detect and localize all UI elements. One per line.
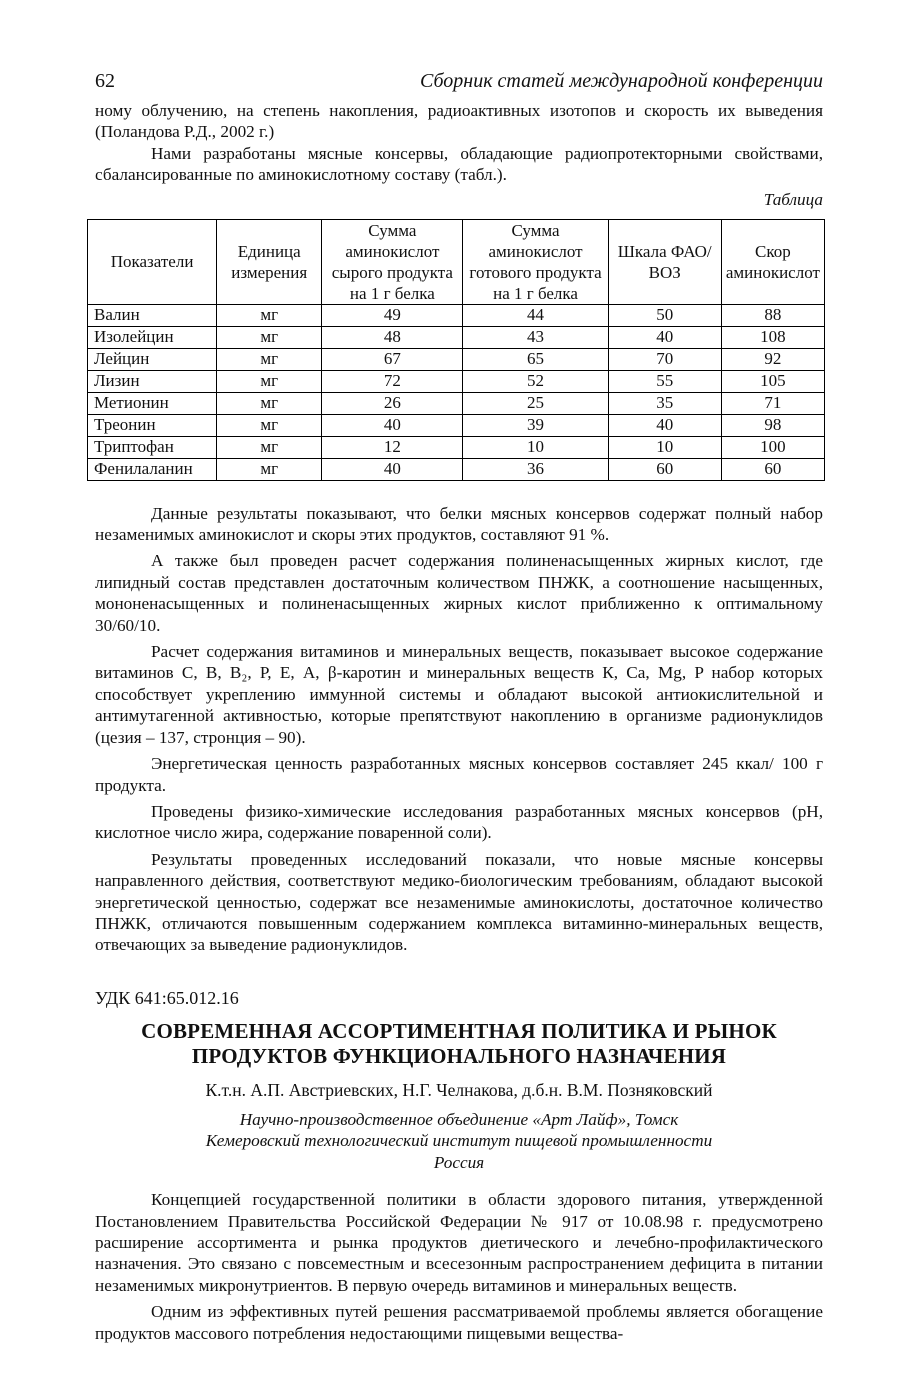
cell-score: 105 [721,370,824,392]
running-header [95,70,823,100]
cell-score: 108 [721,326,824,348]
cell-ready-sum: 52 [463,370,608,392]
cell-ready-sum: 25 [463,392,608,414]
header-unit: Единица измерения [217,219,322,304]
cell-indicator: Метионин [88,392,217,414]
table-row [88,458,825,480]
cell-fao-scale: 10 [608,436,721,458]
cell-indicator: Лизин [88,370,217,392]
table-label: Таблица [763,189,823,209]
cell-indicator: Фенилаланин [88,458,217,480]
intro-paragraph-2: Нами разработаны мясные консервы, обладающие радиопротекторными свойствами, сбалансированные по аминокислотному составу (табл.). [95,143,823,185]
cell-unit: мг [217,414,322,436]
paragraph-fatty-acids: А также был проведен расчет содержания полиненасыщенных жирных кислот, где липидный состав представлен достаточным количеством ПНЖК, а соотношение насыщенных, мононенасыщенных и полиненасыщенных жирных кислот приближенно к оптимальному 30/60/10. [95,551,823,635]
cell-raw-sum: 40 [322,414,463,436]
article-title [95,1019,823,1069]
cell-fao-scale: 60 [608,458,721,480]
paragraph-conclusion: Результаты проведенных исследований показали, что новые мясные консервы направленного действия, соответствуют медико-биологическим требованиям, обладают высокой энергетической ценностью, содержат все незаменимые аминокислоты, достаточное количество ПНЖК, отличаются повышенным содержанием комплекса витаминно-минеральных веществ, отвечающих за выведение радионуклидов. [95,849,823,955]
header-indicator: Показатели [88,219,217,304]
cell-raw-sum: 49 [322,304,463,326]
header-raw-sum: Сумма аминокислот сырого продукта на 1 г белка [322,219,463,304]
table-body [88,304,825,480]
cell-fao-scale: 40 [608,326,721,348]
cell-indicator: Валин [88,304,217,326]
affiliation-line-1: Научно-производственное объединение «Арт Лайф», Томск [239,1109,679,1129]
cell-fao-scale: 35 [608,392,721,414]
table-row [88,414,825,436]
table-header-row [88,219,825,304]
table-row [88,348,825,370]
collection-title: Сборник статей международной конференции [420,70,823,92]
cell-fao-scale: 70 [608,348,721,370]
cell-raw-sum: 67 [322,348,463,370]
cell-indicator: Треонин [88,414,217,436]
cell-raw-sum: 48 [322,326,463,348]
table-row [88,392,825,414]
cell-indicator: Триптофан [88,436,217,458]
table-row [88,326,825,348]
affiliation-line-2: Кемеровский технологический институт пищевой промышленности [205,1131,713,1151]
cell-score: 100 [721,436,824,458]
header-score: Скор аминокислот [721,219,824,304]
cell-score: 98 [721,414,824,436]
cell-unit: мг [217,458,322,480]
cell-unit: мг [217,348,322,370]
cell-raw-sum: 26 [322,392,463,414]
cell-fao-scale: 50 [608,304,721,326]
article-affiliation [95,1109,823,1174]
amino-acid-table [87,219,825,481]
table-row [88,304,825,326]
cell-unit: мг [217,326,322,348]
cell-score: 92 [721,348,824,370]
cell-ready-sum: 65 [463,348,608,370]
intro-paragraph-1: ному облучению, на степень накопления, радиоактивных изотопов и скорость их выведения (Поландова Р.Д., 2002 г.) [95,101,823,142]
cell-unit: мг [217,392,322,414]
cell-ready-sum: 10 [463,436,608,458]
cell-raw-sum: 12 [322,436,463,458]
page [95,70,823,1344]
paragraph-physchem: Проведены физико-химические исследования разработанных мясных консервов (рН, кислотное число жира, содержание поваренной соли). [95,801,823,843]
article-title-line-1: СОВРЕМЕННАЯ АССОРТИМЕНТНАЯ ПОЛИТИКА И РЫНОК [141,1018,777,1043]
cell-ready-sum: 43 [463,326,608,348]
cell-indicator: Лейцин [88,348,217,370]
cell-fao-scale: 55 [608,370,721,392]
header-fao-scale: Шкала ФАО/ВОЗ [608,219,721,304]
cell-ready-sum: 36 [463,458,608,480]
page-number: 62 [95,70,115,92]
cell-score: 88 [721,304,824,326]
cell-ready-sum: 44 [463,304,608,326]
cell-score: 71 [721,392,824,414]
cell-raw-sum: 72 [322,370,463,392]
cell-unit: мг [217,304,322,326]
article2-paragraph-2: Одним из эффективных путей решения рассматриваемой проблемы является обогащение продуктов массового потребления недостающими пищевыми вещества- [95,1302,823,1343]
article-authors: К.т.н. А.П. Австриевских, Н.Г. Челнакова, д.б.н. В.М. Позняковский [205,1079,713,1100]
header-ready-sum: Сумма аминокислот готового продукта на 1 г белка [463,219,608,304]
cell-unit: мг [217,436,322,458]
cell-fao-scale: 40 [608,414,721,436]
paragraph-vitamins: Расчет содержания витаминов и минеральных веществ, показывает высокое содержание витаминов С, В, В₂, Р, Е, А, β-каротин и минеральных веществ К, Са, Mg, P набор которых способствует укреплению иммунной системы и обладают высокой антиокислительной и антимутагенной активностью, которые препятствуют накоплению в организме радионуклидов (цезия – 137, стронция – 90). [95,642,823,747]
article-title-line-2: ПРОДУКТОВ ФУНКЦИОНАЛЬНОГО НАЗНАЧЕНИЯ [191,1043,727,1068]
table-row [88,436,825,458]
cell-score: 60 [721,458,824,480]
affiliation-line-3: Россия [433,1152,485,1172]
udc-code: УДК 641:65.012.16 [95,987,239,1008]
paragraph-results: Данные результаты показывают, что белки мясных консервов содержат полный набор незаменимых аминокислот и скоры этих продуктов, составляют 91 %. [95,503,823,545]
cell-ready-sum: 39 [463,414,608,436]
paragraph-energy: Энергетическая ценность разработанных мясных консервов составляет 245 ккал/ 100 г продукта. [95,754,823,795]
table-row [88,370,825,392]
cell-unit: мг [217,370,322,392]
cell-raw-sum: 40 [322,458,463,480]
article2-paragraph-1: Концепцией государственной политики в области здорового питания, утвержденной Постановлением Правительства Российской Федерации № 917 от 10.08.98 г. предусмотрено расширение ассортимента и рынка продуктов диетического и лечебно-профилактического назначения. Это связано с повсеместным и всесезонным распространением дефицита в питании незаменимых микронутриентов. В первую очередь витаминов и минеральных веществ. [95,1190,823,1295]
cell-indicator: Изолейцин [88,326,217,348]
